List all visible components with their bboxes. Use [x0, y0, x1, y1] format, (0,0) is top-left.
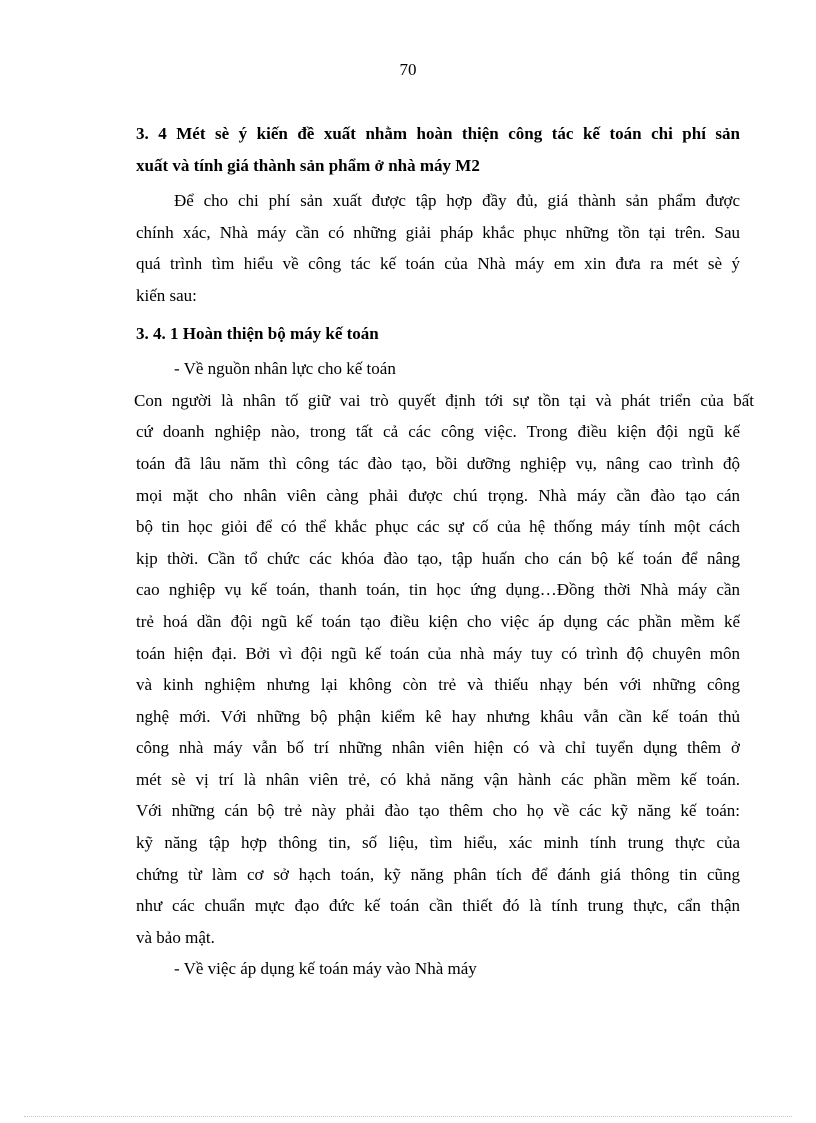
paragraph-line: cao nghiệp vụ kế toán, thanh toán, tin học ứng dụng…Đồng thời Nhà máy cần: [136, 580, 740, 600]
paragraph-line: như các chuẩn mực đạo đức kế toán cần thiết đó là tính trung thực, cẩn thận: [136, 896, 740, 916]
paragraph-line: quá trình tìm hiểu về công tác kế toán của Nhà máy em xin đưa ra mét sè ý: [136, 254, 740, 274]
paragraph-line: Để cho chi phí sản xuất được tập hợp đầy đủ, giá thành sản phẩm được: [174, 191, 740, 211]
paragraph-line: kiến sau:: [136, 285, 197, 305]
page-content: [134, 118, 754, 985]
paragraph-line: công nhà máy vẫn bố trí những nhân viên hiện có và chỉ tuyển dụng thêm ở: [136, 738, 740, 758]
paragraph-line: kỹ năng tập hợp thông tin, số liệu, tìm hiểu, xác minh tính trung thực của: [136, 833, 740, 853]
paragraph-line: và bảo mật.: [136, 927, 215, 947]
paragraph-line: toán hiện đại. Bởi vì đội ngũ kế toán của nhà máy tuy có trình độ chuyên môn: [136, 643, 740, 663]
bullet-item: - Về nguồn nhân lực cho kế toán: [174, 359, 396, 379]
paragraph-line: Với những cán bộ trẻ này phải đào tạo thêm cho họ về các kỹ năng kế toán:: [136, 801, 740, 821]
paragraph-line: chứng từ làm cơ sở hạch toán, kỹ năng phân tích để đánh giá thông tin cũng: [136, 864, 740, 884]
paragraph-line: mọi mặt cho nhân viên càng phải được chú trọng. Nhà máy cần đào tạo cán: [136, 485, 740, 505]
paragraph-line: cứ doanh nghiệp nào, trong tất cả các công việc. Trong điều kiện đội ngũ kế: [136, 422, 740, 442]
paragraph-line: kịp thời. Cần tổ chức các khóa đào tạo, tập huấn cho cán bộ kế toán để nâng: [136, 548, 740, 568]
paragraph-line: chính xác, Nhà máy cần có những giải pháp khắc phục những tồn tại trên. Sau: [136, 222, 740, 242]
section-heading-line: xuất và tính giá thành sản phẩm ở nhà máy M2: [136, 155, 480, 175]
page-number: 70: [399, 60, 417, 79]
paragraph-line: nghệ mới. Với những bộ phận kiểm kê hay nhưng khâu vẫn cần kế toán thủ: [136, 706, 740, 726]
bullet-item: - Về việc áp dụng kế toán máy vào Nhà máy: [174, 959, 477, 979]
subsection-heading: 3. 4. 1 Hoàn thiện bộ máy kế toán: [136, 323, 379, 343]
paragraph-line: Con người là nhân tố giữ vai trò quyết định tới sự tồn tại và phát triển của bất: [134, 390, 754, 410]
paragraph-line: mét sè vị trí là nhân viên trẻ, có khả năng vận hành các phần mềm kế toán.: [136, 769, 740, 789]
intro-paragraph: [136, 185, 740, 311]
page-bottom-divider: [24, 1116, 792, 1117]
paragraph-line: trẻ hoá dần đội ngũ kế toán tạo điều kiện cho việc áp dụng các phần mềm kế: [136, 611, 740, 631]
paragraph-line: bộ tin học giỏi để có thể khắc phục các sự cố của hệ thống máy tính một cách: [136, 517, 740, 537]
paragraph-line: và kinh nghiệm nhưng lại không còn trẻ và thiếu nhạy bén với những công: [136, 675, 740, 695]
section-heading-line: 3. 4 Mét sè ý kiến đề xuất nhằm hoàn thiện công tác kế toán chi phí sản: [136, 124, 740, 143]
section-heading: [136, 118, 740, 181]
body-paragraph: [134, 385, 754, 954]
paragraph-line: toán đã lâu năm thì công tác đào tạo, bồi dưỡng nghiệp vụ, nâng cao trình độ: [136, 453, 740, 473]
